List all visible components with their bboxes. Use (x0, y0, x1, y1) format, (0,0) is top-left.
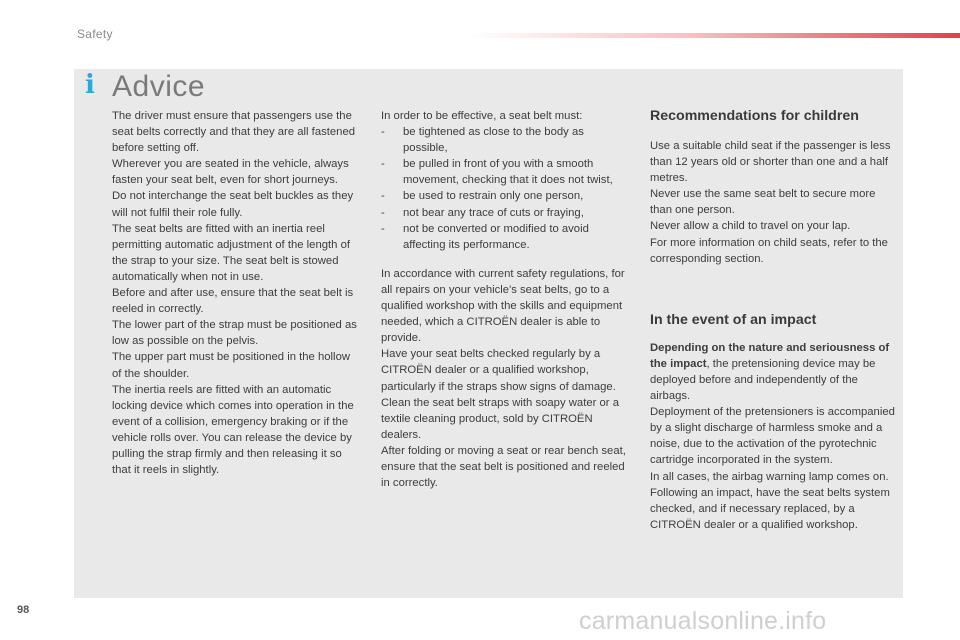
advice-paragraph: Wherever you are seated in the vehicle, always fasten your seat belt, even for short journeys. (112, 158, 349, 187)
advice-paragraph: The upper part must be positioned in the hollow of the shoulder. (112, 351, 351, 380)
advice-paragraph: Deployment of the pretensioners is accompanied by a slight discharge of harmless smoke and a noise, due to the activation of the pyrotechnic cartridge incorporated in the system. (650, 406, 895, 467)
advice-paragraph: In accordance with current safety regulations, for all repairs on your vehicle's seat belts, go to a qualified workshop with the skills and equipment needed, which a CITROËN dealer is able to provide. (381, 267, 625, 345)
list-item-text: not be converted or modified to avoid affecting its performance. (403, 222, 589, 251)
seat-belt-intro: In order to be effective, a seat belt must: (381, 110, 583, 122)
advice-middle-column (381, 108, 626, 491)
dash-bullet: - (381, 190, 385, 203)
children-heading: Recommendations for children (650, 108, 859, 124)
dash-bullet: - (381, 206, 385, 219)
advice-paragraph: In all cases, the airbag warning lamp comes on. (650, 470, 889, 483)
advice-paragraph: The seat belts are fitted with an inertia reel permitting automatic adjustment of the length of the strap to your size. The seat belt is stowed automatically when not in use. (112, 222, 350, 283)
seat-belt-requirements-list (381, 124, 626, 253)
list-item (381, 124, 626, 156)
advice-paragraph: The driver must ensure that passengers use the seat belts correctly and that they are all fastened before setting off. (112, 110, 356, 155)
watermark: carmanualsonline.info (579, 607, 827, 635)
dash-bullet: - (381, 158, 385, 171)
list-item-text: be pulled in front of you with a smooth movement, checking that it does not twist, (403, 158, 613, 187)
list-item (381, 221, 626, 253)
advice-title: Advice (112, 70, 206, 103)
advice-paragraph: After folding or moving a seat or rear bench seat, ensure that the seat belt is positioned and reeled in correctly. (381, 444, 626, 490)
dash-bullet: - (381, 222, 385, 235)
advice-left-column (112, 108, 362, 478)
advice-paragraph: Never allow a child to travel on your lap. (650, 220, 851, 233)
list-item (381, 156, 626, 188)
impact-lead-bold: Depending on the nature and seriousness of the impact (650, 341, 890, 370)
advice-paragraph: Clean the seat belt straps with soapy water or a textile cleaning product, sold by CITROËN dealers. (381, 396, 619, 441)
advice-paragraph: Have your seat belts checked regularly by a CITROËN dealer or a qualified workshop, particularly if the straps show signs of damage. (381, 348, 616, 393)
advice-paragraph: The inertia reels are fitted with an automatic locking device which comes into operation in the event of a collision, emergency braking or if the vehicle rolls over. You can release the device by pulling the strap firmly and then releasing it so that it reels in slightly. (112, 383, 354, 477)
impact-lead-rest: , the pretensioning device may be deployed before and independently of the airbags. (650, 357, 876, 403)
impact-lead-paragraph (650, 340, 900, 404)
list-item (381, 205, 626, 221)
advice-paragraph: Following an impact, have the seat belts system checked, and if necessary replaced, by a CITROËN dealer or a qualified workshop. (650, 486, 890, 531)
advice-paragraph: Never use the same seat belt to secure more than one person. (650, 188, 876, 217)
advice-paragraph: Do not interchange the seat belt buckles as they will not fulfil their role fully. (112, 190, 354, 219)
info-icon: i (85, 70, 95, 100)
section-label: Safety (77, 27, 113, 41)
list-item-text: be used to restrain only one person, (403, 190, 584, 203)
advice-right-column (650, 108, 900, 533)
list-item-text: not bear any trace of cuts or fraying, (403, 206, 584, 219)
impact-heading: In the event of an impact (650, 311, 817, 328)
page-number: 98 (17, 604, 30, 616)
advice-paragraph: Before and after use, ensure that the seat belt is reeled in correctly. (112, 287, 354, 316)
list-item (381, 188, 626, 204)
header-divider (470, 33, 960, 38)
advice-paragraph: The lower part of the strap must be positioned as low as possible on the pelvis. (112, 319, 357, 348)
list-item-text: be tightened as close to the body as possible, (403, 126, 584, 155)
dash-bullet: - (381, 126, 385, 139)
advice-paragraph: Use a suitable child seat if the passenger is less than 12 years old or shorter than one and a half metres. (650, 140, 891, 185)
advice-paragraph: For more information on child seats, refer to the corresponding section. (650, 236, 888, 265)
